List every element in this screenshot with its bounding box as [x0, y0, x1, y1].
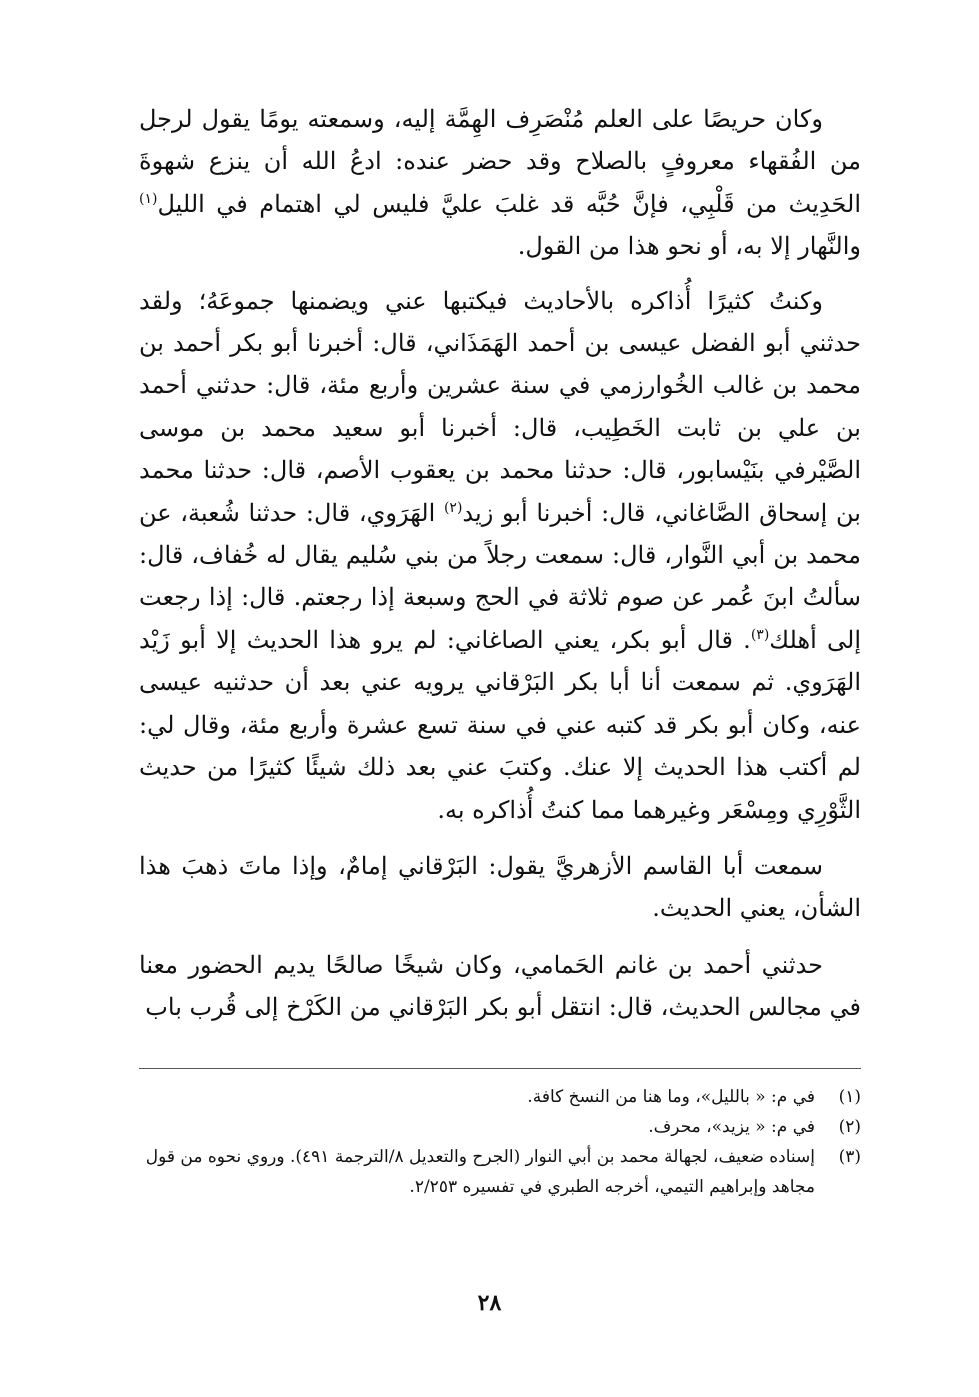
footnote-2: [139, 1112, 861, 1142]
footnote-1: [139, 1082, 861, 1112]
paragraph-text: حدثني أحمد بن غانم الحَمامي، وكان شيخًا صالحًا يديم الحضور معنا في مجالس الحديث، قال: انتقل أبو بكر البَرْقاني من الكَرْخ إلى قُرب باب: [139, 950, 861, 1022]
footnote-text: إسناده ضعيف، لجهالة محمد بن أبي النوار (الجرح والتعديل ٨/الترجمة ٤٩١). وروي نحوه من قول مجاهد وإبراهيم التيمي، أخرجه الطبري في تفسيره ٢/٢٥٣.: [145, 1147, 815, 1197]
footnote-ref-1[interactable]: (١): [139, 190, 158, 207]
footnote-number: (١): [838, 1087, 861, 1107]
paragraph-text: . قال أبو بكر، يعني الصاغاني: لم يرو هذا الحديث إلا أبو زَيْد الهَرَوي. ثم سمعت أنا أبا بكر البَرْقاني يرويه عني بعد أن حدثنيه عيسى عنه، وكان أبو بكر قد كتبه عني في سنة تسع عشرة وأربع مئة، وقال لي: لم أكتب هذا الحديث إلا عنك. وكتبَ عني بعد ذلك شيئًا كثيرًا من حديث الثَّوْرِي ومِسْعَر وغيرهما مما كنتُ أُذاكره به.: [139, 625, 861, 824]
paragraph-text: الهَرَوي، قال: حدثنا شُعبة، عن محمد بن أبي النَّوار، قال: سمعت رجلاً من بني سُليم يقال له خُفاف، قال: سألتُ ابنَ عُمر عن صوم ثلاثة في الحج وسبعة إذا رجعتم. قال: إذا رجعت إلى أهلك: [139, 498, 862, 654]
paragraph-3: [139, 845, 861, 930]
main-text: [139, 98, 861, 1043]
footnote-divider: [139, 1068, 861, 1069]
footnote-ref-3[interactable]: (٣): [750, 626, 770, 643]
footnote-text: في م: « بالليل»، وما هنا من النسخ كافة.: [527, 1087, 815, 1107]
paragraph-1: [139, 98, 861, 268]
footnotes: [139, 1082, 861, 1202]
page-number: ٢٨: [477, 1290, 502, 1316]
footnote-3: [139, 1142, 861, 1202]
paragraph-text: والنَّهار إلا به، أو نحو هذا من القول.: [517, 232, 861, 261]
paragraph-text: سمعت أبا القاسم الأزهريَّ يقول: البَرْقاني إمامٌ، وإذا ماتَ ذهبَ هذا الشأن، يعني الحديث.: [139, 851, 861, 923]
paragraph-text: وكنتُ كثيرًا أُذاكره بالأحاديث فيكتبها عني ويضمنها جموعَهُ؛ ولقد حدثني أبو الفضل عيسى بن أحمد الهَمَذَاني، قال: أخبرنا أبو بكر أحمد بن محمد بن غالب الخُوارزمي في سنة عشرين وأربع مئة، قال: حدثني أحمد بن علي بن ثابت الخَطِيب، قال: أخبرنا أبو سعيد محمد بن موسى الصَّيْرفي بنَيْسابور، قال: حدثنا محمد بن يعقوب الأصم، قال: حدثنا محمد بن إسحاق الصَّاغاني، قال: أخبرنا أبو زيد: [139, 286, 861, 527]
paragraph-4: [139, 944, 861, 1029]
footnote-number: (٢): [838, 1117, 861, 1137]
paragraph-2: [139, 280, 861, 831]
paragraph-text: وكان حريصًا على العلم مُنْصَرِف الهِمَّة إليه، وسمعته يومًا يقول لرجل من الفُقهاء معروفٍ بالصلاح وقد حضر عنده: ادعُ الله أن ينزع شهوةَ الحَدِيث من قَلْبِي، فإنَّ حُبَّه قد غلبَ عليَّ فليس لي اهتمام في الليل: [139, 105, 861, 218]
footnote-text: في م: « يزيد»، محرف.: [648, 1117, 815, 1137]
footnote-ref-2[interactable]: (٢): [443, 499, 463, 516]
footnote-number: (٣): [838, 1147, 861, 1167]
